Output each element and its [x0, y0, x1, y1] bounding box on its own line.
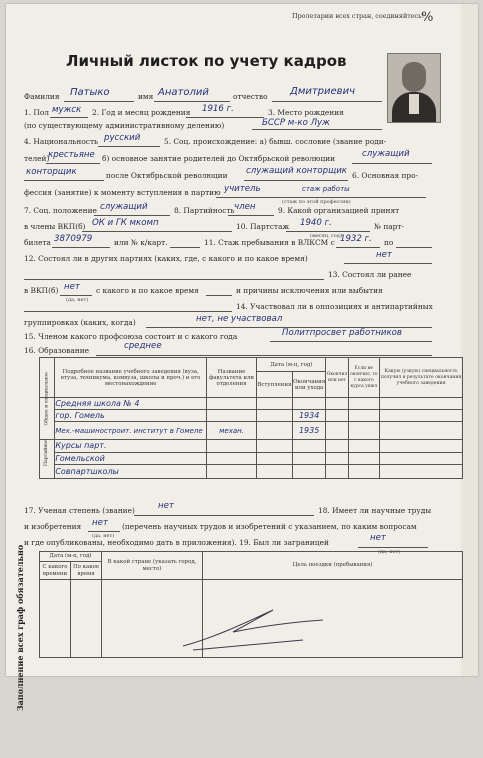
party-years-label: 10. Партстаж — [236, 222, 290, 231]
opposition-value: нет, не участвовал — [196, 314, 283, 324]
ticket-value: 3870979 — [54, 234, 93, 244]
research-label: 18. Имеет ли научные труды — [318, 506, 432, 515]
birth-value: 1916 г. — [202, 104, 234, 114]
social-label: 7. Соц. положение — [24, 206, 97, 215]
education-value: среднее — [124, 341, 162, 351]
komsomol-label: 11. Стаж пребывания в ВЛКСМ с — [204, 238, 335, 247]
sex-label: 1. Пол — [24, 108, 49, 117]
nationality-label: 4. Национальность — [24, 137, 99, 146]
parents-occupation-label: б) основное занятие родителей до Октябрьской революции — [102, 154, 336, 163]
after-revolution-label: после Октябрьской революции — [106, 171, 228, 180]
party-label: 8. Партийность — [174, 206, 235, 215]
col-travel-purpose: Цель поездки (пребывания) — [203, 552, 463, 580]
trade-union-label: 15. Членом какого профсоюза состоит и с какого года — [24, 332, 238, 341]
edu-row-2: гор. Гомель — [55, 410, 105, 420]
earlier-member-label: 13. Состоял ли ранее — [328, 270, 412, 279]
right-margin-strip — [461, 4, 478, 676]
col-travel-country: В какой стране (указать город, место) — [102, 552, 203, 580]
col-travel-date: Дата (м-ц, год) — [40, 552, 102, 562]
origin-label: 5. Соц. происхождение: а) бывш. сословие (звание роди- — [164, 137, 387, 146]
travel-table — [39, 551, 463, 658]
patronymic-value: Дмитриевич — [290, 86, 355, 97]
opposition-label: 14. Участвовал ли в оппозициях и антипартийных — [236, 302, 433, 311]
birthplace-value: БССР м-ко Луж — [262, 118, 330, 128]
section-general: Общее и специальное — [40, 398, 55, 440]
col-finished: Окончил или нет — [326, 358, 348, 398]
sex-value: мужск — [52, 105, 82, 115]
table-row — [40, 453, 463, 465]
header-motto: Пролетарии всех стран, соединяйтесь! — [292, 12, 425, 20]
col-leave: Окончания или ухода — [292, 372, 326, 398]
edu-row-3-leave: 1935 — [298, 425, 320, 435]
patronymic-label: отчество — [233, 92, 268, 101]
col-institution: Подробное название учебного заведения (вуза, втуза, техникума, комвуза, школы и проч.) и его местонахождение — [55, 358, 207, 398]
name-label: имя — [138, 92, 154, 101]
nationality-value: русский — [104, 133, 141, 143]
abroad-sub: (да, нет) — [378, 549, 401, 555]
surname-value: Патыко — [70, 87, 110, 98]
abroad-value: нет — [370, 533, 386, 543]
col-specialty: Какую (узкую) специальность получил в результате окончания учебного заведения — [380, 358, 463, 398]
inventions-label: и изобретения — [24, 522, 82, 531]
groupings-label: группировках (каких, когда) — [24, 318, 136, 327]
col-enter: Вступления — [257, 372, 293, 398]
inventions-rest: (перечень научных трудов и изобретений с указанием, по каким вопросам — [122, 522, 417, 531]
other-parties-value: нет — [376, 250, 392, 260]
profession-sub-note: (стаж по этой профессии) — [282, 199, 351, 205]
exclusion-reason-label: и причины исключения или выбытия — [236, 286, 383, 295]
table-row — [40, 440, 463, 453]
degree-label: 17. Ученая степень (звание) — [24, 506, 135, 515]
period-label: с какого и по какое время — [96, 286, 199, 295]
admitted-by-label: 9. Какой организацией принят — [278, 206, 400, 215]
admin-division-note: (по существующему административному делению) — [24, 121, 225, 130]
name-value: Анатолий — [158, 87, 209, 98]
edu-row-3-faculty: механ. — [219, 426, 244, 435]
education-table — [39, 357, 463, 479]
other-parties-label: 12. Состоял ли в других партиях (каких, где, с какого и по какое время) — [24, 254, 308, 263]
estate-value: крестьяне — [48, 150, 95, 160]
col-travel-to: По какое время — [71, 562, 102, 580]
publications-line: и где опубликованы, необходимо дать в приложения). 19. Был ли заграницей — [24, 538, 329, 547]
vkp-member-label: в члены ВКП(б) — [24, 222, 86, 231]
table-row — [40, 580, 463, 658]
main-profession-label: 6. Основная про- — [352, 171, 419, 180]
edu-row-3: Мех.-машиностроит. институт в Гомеле — [55, 426, 203, 435]
section-party: Партийное — [40, 440, 55, 479]
work-experience-note: стаж работы — [302, 185, 350, 193]
edu-row-1: Средняя школа № 4 — [55, 398, 140, 408]
vkp-line-label: в ВКП(б) — [24, 286, 59, 295]
inventions-value: нет — [92, 518, 108, 528]
col-faculty: Название факультета или отделения — [206, 358, 256, 398]
profession-line: фессия (занятие) к моменту вступления в партию — [24, 188, 221, 197]
admitting-org-value: ОК и ГК мкомп — [92, 218, 159, 228]
party-value: член — [234, 202, 256, 212]
birthplace-label: 3. Место рождения — [268, 108, 344, 117]
profession-value: учитель — [224, 184, 261, 194]
occupation-before-value: служащий — [362, 149, 410, 159]
ticket-label: билета — [24, 238, 51, 247]
inventions-sub: (да, нет) — [92, 533, 115, 539]
parents-label: телей) — [24, 154, 50, 163]
table-row — [40, 465, 463, 479]
social-value: служащий — [100, 202, 148, 212]
birth-label: 2. Год и месяц рождения — [92, 108, 191, 117]
edu-row-5: Гомельской — [55, 453, 105, 463]
komsomol-from-value: 1932 г. — [340, 234, 372, 244]
earlier-member-value: нет — [64, 282, 80, 292]
table-row — [40, 422, 463, 440]
edu-row-6: Совпартшколы — [55, 466, 119, 476]
candidate-card-label: или № к/карт. — [114, 238, 168, 247]
occupation-after-b-value: служащий конторщик — [246, 166, 347, 176]
party-years-sub: (месяц, год) — [310, 233, 342, 239]
strike-through-scribble — [123, 580, 383, 658]
trade-union-value: Политпросвет работников — [282, 328, 402, 338]
party-card-label: № парт- — [374, 222, 404, 231]
table-row — [40, 398, 463, 410]
corner-mark: % — [421, 10, 434, 25]
surname-label: Фамилия — [24, 92, 60, 101]
education-label: 16. Образование — [24, 346, 90, 355]
edu-row-4: Курсы парт. — [55, 441, 107, 450]
personnel-record-sheet — [6, 4, 478, 712]
komsomol-to-label: по — [384, 238, 394, 247]
page-title: Личный листок по учету кадров — [66, 52, 347, 70]
side-label: Заполнение всех граф обязательно — [15, 544, 25, 712]
edu-row-2-leave: 1934 — [298, 410, 320, 420]
portrait-photo — [387, 53, 441, 123]
occupation-after-a-value: конторщик — [26, 167, 77, 177]
col-dates: Дата (м-ц, год) — [257, 358, 326, 372]
table-row — [40, 410, 463, 422]
col-course-left: Если не окончил, то с какого курса ушел — [348, 358, 380, 398]
col-travel-from: С какого времени — [40, 562, 71, 580]
party-years-value: 1940 г. — [300, 218, 332, 228]
earlier-member-sub: (да, нет) — [66, 297, 89, 303]
degree-value: нет — [158, 501, 174, 511]
